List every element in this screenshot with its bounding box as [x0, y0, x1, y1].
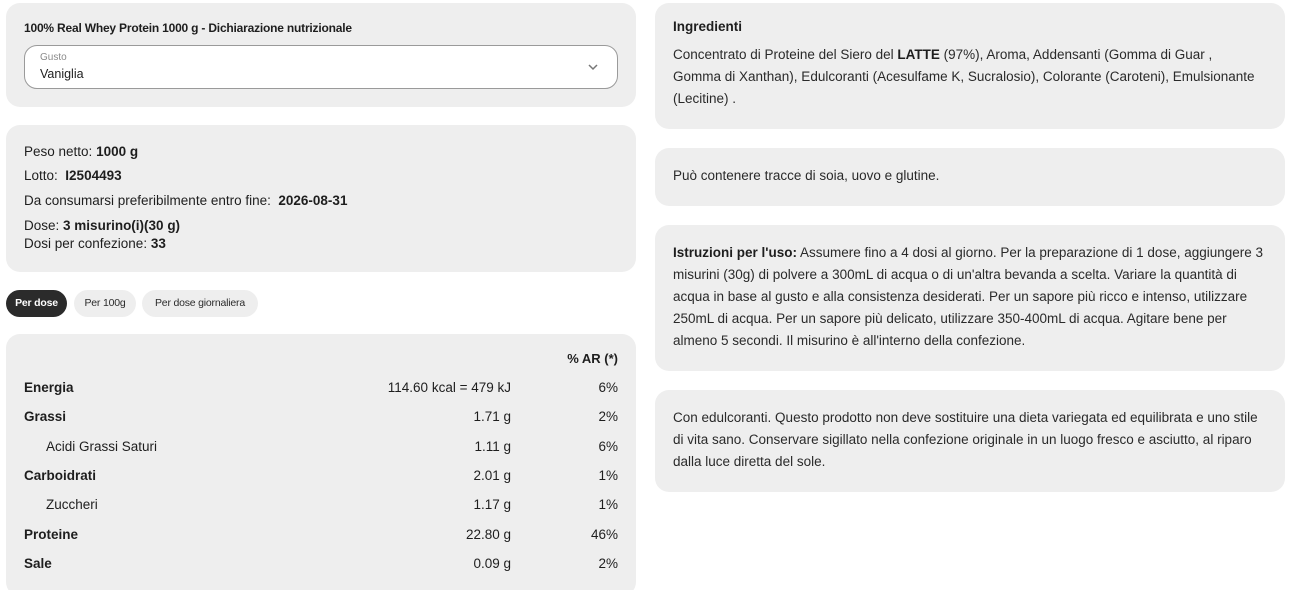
instructions-label: Istruzioni per l'uso:	[673, 245, 797, 260]
flavor-select[interactable]	[24, 45, 618, 89]
dose-value: 3 misurino(i)(30 g)	[63, 218, 181, 233]
best-before-label: Da consumarsi preferibilmente entro fine:	[24, 193, 271, 208]
allergens-card	[655, 148, 1285, 206]
ingredients-text	[673, 44, 1263, 110]
instructions-text	[673, 242, 1263, 352]
instructions-body: Assumere fino a 4 dosi al giorno. Per la preparazione di 1 dose, aggiungere 3 misurini (30g) di polvere a 300mL di acqua o di un'altra bevanda a scelta. Variare la quantità di acqua in base al gusto e alla consistenza desiderati. Per un sapore più ricco e intenso, utilizzare 250mL di acqua. Per un sapore più delicato, utilizzare 350-400mL di acqua. Agitare bene per almeno 5 secondi. Il misurino è all'interno della confezione.	[673, 245, 1264, 348]
table-row	[6, 497, 636, 517]
ingredients-card	[655, 3, 1285, 129]
ar-column-header: % AR (*)	[567, 351, 618, 366]
nutrient-ar: 1%	[598, 468, 618, 483]
ingredients-text-start: Concentrato di Proteine del Siero del	[673, 47, 898, 62]
ingredients-heading: Ingredienti	[673, 19, 743, 34]
doses-per-pack	[24, 236, 166, 251]
nutrient-name: Sale	[24, 556, 52, 571]
nutrient-value: 2.01 g	[473, 468, 511, 483]
nutrient-ar: 6%	[598, 439, 618, 454]
product-title: 100% Real Whey Protein 1000 g - Dichiarazione nutrizionale	[24, 21, 352, 35]
tab-per-daily-dose[interactable]: Per dose giornaliera	[142, 290, 258, 317]
table-row	[6, 527, 636, 547]
nutrient-value: 114.60 kcal = 479 kJ	[387, 380, 511, 395]
table-row	[6, 439, 636, 459]
best-before-value: 2026-08-31	[278, 193, 348, 208]
table-row	[6, 409, 636, 429]
nutrient-ar: 46%	[590, 527, 618, 542]
product-info-card	[6, 125, 636, 272]
product-header-card	[6, 3, 636, 107]
chevron-down-icon	[588, 62, 598, 72]
flavor-select-value: Vaniglia	[40, 67, 84, 81]
flavor-select-label: Gusto	[40, 52, 67, 63]
table-row	[6, 380, 636, 400]
nutrient-name: Carboidrati	[24, 468, 97, 483]
nutrient-value: 1.71 g	[473, 409, 511, 424]
nutrient-name: Zuccheri	[46, 497, 98, 512]
nutrient-ar: 1%	[598, 497, 618, 512]
allergens-text: Può contenere tracce di soia, uovo e glutine.	[673, 168, 940, 183]
nutrition-table	[6, 334, 636, 590]
nutrient-ar: 2%	[598, 409, 618, 424]
nutrient-name: Acidi Grassi Saturi	[46, 439, 158, 454]
net-weight-value: 1000 g	[96, 144, 139, 159]
dose	[24, 218, 180, 233]
table-row	[6, 468, 636, 488]
ingredients-text-end: (97%), Aroma, Addensanti (Gomma di Guar , Gomma di Xanthan), Edulcoranti (Acesulfame K, Sucralosio), Colorante (Caroteni), Emulsionante (Lecitine) .	[673, 47, 1255, 106]
nutrient-name: Proteine	[24, 527, 79, 542]
table-row	[6, 556, 636, 576]
doses-per-pack-value: 33	[150, 236, 166, 251]
tab-per-dose[interactable]: Per dose	[6, 290, 67, 317]
lot	[24, 168, 122, 183]
lot-label: Lotto:	[24, 168, 58, 183]
lot-value: I2504493	[65, 168, 122, 183]
net-weight	[24, 144, 138, 159]
nutrient-name: Grassi	[24, 409, 67, 424]
net-weight-label: Peso netto:	[24, 144, 93, 159]
best-before	[24, 193, 347, 208]
warning-card	[655, 390, 1285, 492]
nutrient-ar: 2%	[598, 556, 618, 571]
nutrient-name: Energia	[24, 380, 74, 395]
nutrient-value: 1.17 g	[473, 497, 511, 512]
tab-per-100g[interactable]: Per 100g	[74, 290, 136, 317]
nutrient-ar: 6%	[598, 380, 618, 395]
nutrient-value: 22.80 g	[465, 527, 511, 542]
doses-per-pack-label: Dosi per confezione:	[24, 236, 148, 251]
nutrient-value: 1.11 g	[474, 439, 511, 454]
dose-label: Dose:	[24, 218, 60, 233]
nutrient-value: 0.09 g	[473, 556, 511, 571]
instructions-card	[655, 225, 1285, 371]
ingredients-allergen: LATTE	[897, 47, 940, 62]
warning-text: Con edulcoranti. Questo prodotto non deve sostituire una dieta variegata ed equilibrata e uno stile di vita sano. Conservare sigillato nella confezione originale in un luogo fresco e asciutto, al riparo dalla luce diretta del sole.	[673, 410, 1258, 469]
